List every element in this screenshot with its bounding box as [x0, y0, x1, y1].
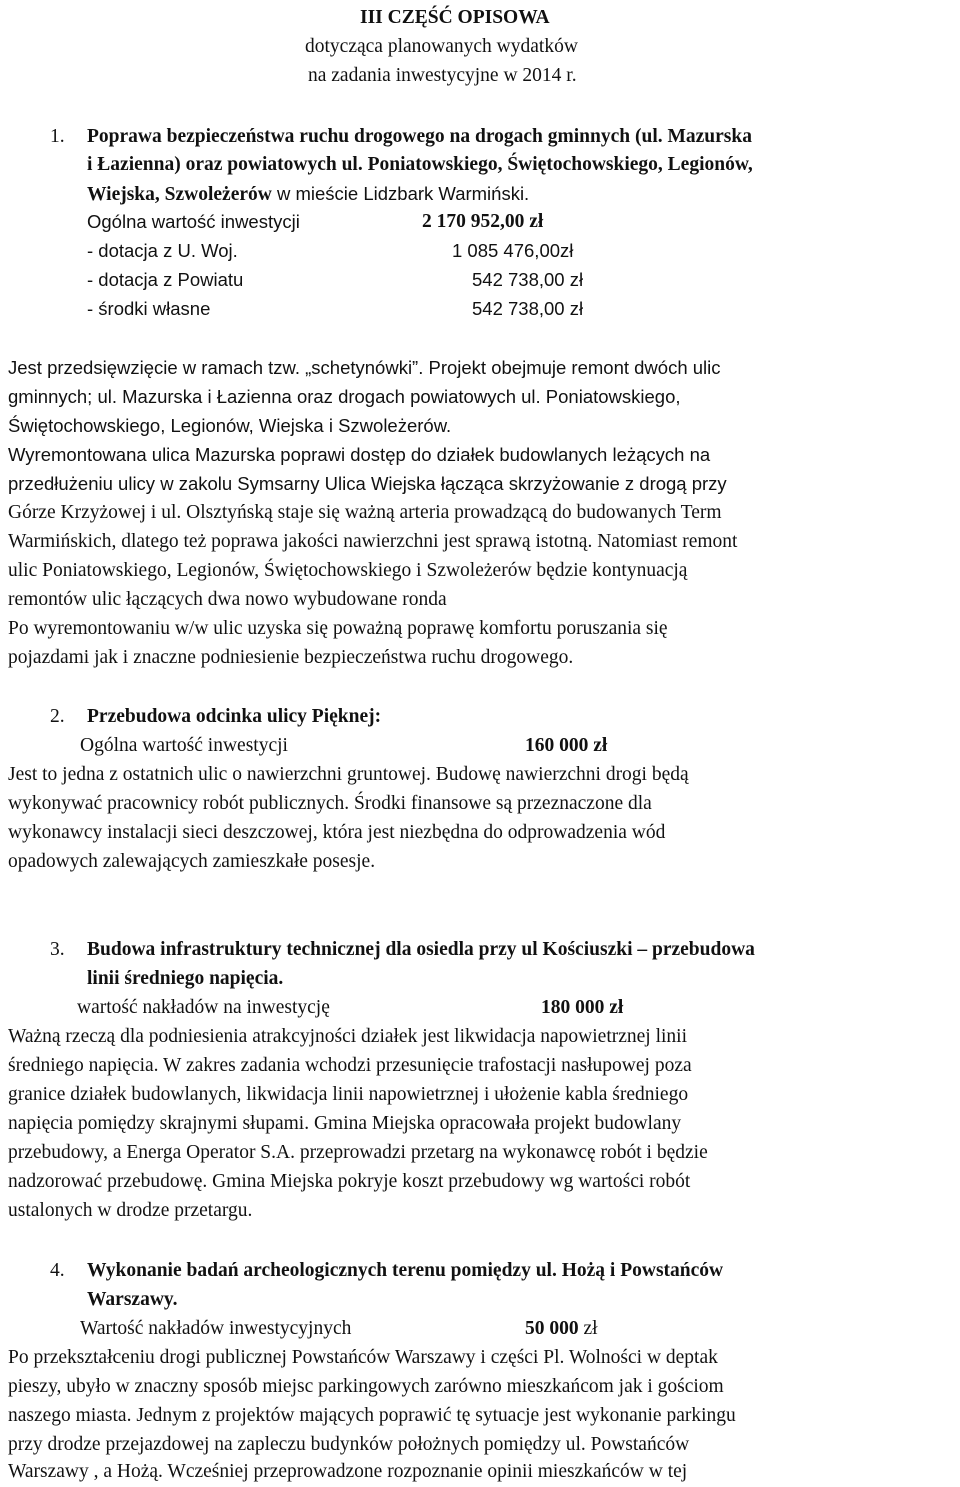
section-4-paragraph-line: Po przekształceniu drogi publicznej Powstańców Warszawy i części Pl. Wolności w deptak: [8, 1347, 718, 1368]
section-4-total-label: Wartość nakładów inwestycyjnych: [80, 1318, 352, 1339]
section-1-own-funds-label: - środki własne: [87, 298, 211, 319]
section-1-title-line2: i Łazienna) oraz powiatowych ul. Poniatowskiego, Świętochowskiego, Legionów,: [87, 154, 753, 175]
section-2-paragraph-line: Jest to jedna z ostatnich ulic o nawierzchni gruntowej. Budowę nawierzchni drogi będą: [8, 764, 689, 785]
section-1-description-line: Górze Krzyżowej i ul. Olsztyńską staje się ważną arteria prowadzącą do budowanych Term: [8, 502, 722, 523]
section-1-paragraph-line: gminnych; ul. Mazurska i Łazienna oraz drogach powiatowych ul. Poniatowskiego,: [8, 386, 681, 407]
section-1-description-line: Warmińskich, dlatego też poprawa jakości nawierzchni jest sprawą istotną. Natomiast remont: [8, 531, 738, 552]
section-3-total-value: 180 000 zł: [541, 997, 624, 1018]
section-1-description-line: pojazdami jak i znaczne podniesienie bezpieczeństwa ruchu drogowego.: [8, 647, 574, 668]
section-1-paragraph-line: Świętochowskiego, Legionów, Wiejska i Szwoleżerów.: [8, 415, 452, 436]
section-2-total-label: Ogólna wartość inwestycji: [80, 735, 288, 756]
section-1-title: Poprawa bezpieczeństwa ruchu drogowego na drogach gminnych (ul. Mazurska: [87, 126, 752, 147]
section-2-paragraph-line: opadowych zalewających zamieszkałe posesje.: [8, 851, 376, 872]
section-1-paragraph-line: Jest przedsięwzięcie w ramach tzw. „schetynówki”. Projekt obejmuje remont dwóch ulic: [8, 357, 721, 378]
section-1-title-line3: [87, 182, 529, 207]
section-1-number: 1.: [50, 126, 65, 147]
section-3-paragraph-line: przebudowy, a Energa Operator S.A. przeprowadzi przetarg na wykonawcę robót i będzie: [8, 1142, 708, 1163]
section-2-title: Przebudowa odcinka ulicy Pięknej:: [87, 706, 382, 727]
section-3-title: Budowa infrastruktury technicznej dla osiedla przy ul Kościuszki – przebudowa: [87, 939, 755, 960]
section-2-paragraph-line: wykonywać pracownicy robót publicznych. Środki finansowe są przeznaczone dla: [8, 793, 652, 814]
section-2-total-value: 160 000 zł: [525, 735, 608, 756]
section-1-description-line: Wyremontowana ulica Mazurska poprawi dostęp do działek budowlanych leżących na: [8, 444, 711, 465]
section-1-total-label: Ogólna wartość inwestycji: [87, 211, 300, 232]
section-1-funding-county-value: 542 738,00 zł: [472, 269, 584, 290]
section-1-description-line: remontów ulic łączących dwa nowo wybudowane ronda: [8, 589, 447, 610]
section-4-paragraph-line: Warszawy , a Hożą. Wcześniej przeprowadzone rozpoznanie opinii mieszkańców w tej: [8, 1461, 688, 1482]
section-4-number: 4.: [50, 1260, 65, 1281]
section-1-description-line: Po wyremontowaniu w/w ulic uzyska się poważną poprawę komfortu poruszania się: [8, 618, 668, 639]
section-3-paragraph-line: ustalonych w drodze przetargu.: [8, 1200, 253, 1221]
section-1-title-location: w mieście Lidzbark Warmiński.: [271, 183, 530, 204]
section-4-title-line2: Warszawy.: [87, 1289, 178, 1310]
section-4-total-unit: zł: [578, 1318, 598, 1339]
section-1-title-bold-part: Wiejska, Szwoleżerów: [87, 184, 272, 205]
section-3-paragraph-line: nadzorować przebudowę. Gmina Miejska pokryje koszt przebudowy wg wartości robót: [8, 1171, 691, 1192]
section-4-paragraph-line: przy drodze przejazdowej na zapleczu budynków położnych pomiędzy ul. Powstańców: [8, 1434, 690, 1455]
section-4-title: Wykonanie badań archeologicznych terenu pomiędzy ul. Hożą i Powstańców: [87, 1260, 724, 1281]
section-3-paragraph-line: granice działek budowlanych, likwidacja linii napowietrznej i ułożenie kabla średniego: [8, 1084, 689, 1105]
section-1-description-line: przedłużeniu ulicy w zakolu Symsarny Ulica Wiejska łącząca skrzyżowanie z drogą przy: [8, 473, 727, 494]
section-3-paragraph-line: średniego napięcia. W zakres zadania wchodzi przesunięcie trafostacji nasłupowej poza: [8, 1055, 692, 1076]
section-1-total-value: 2 170 952,00 zł: [422, 211, 544, 232]
section-3-title-line2: linii średniego napięcia.: [87, 968, 284, 989]
section-2-number: 2.: [50, 706, 65, 727]
section-4-total-value: 50 000: [525, 1318, 579, 1339]
section-1-funding-voivodeship-value: 1 085 476,00zł: [452, 240, 574, 261]
section-4-paragraph-line: naszego miasta. Jednym z projektów mających poprawić tę sytuacje jest wykonanie parkingu: [8, 1405, 736, 1426]
section-4-paragraph-line: pieszy, ubyło w znaczny sposób miejsc parkingowych zarówno mieszkańcom jak i gościom: [8, 1376, 724, 1397]
document-title: III CZĘŚĆ OPISOWA: [360, 7, 550, 28]
document-subtitle: dotycząca planowanych wydatków: [305, 36, 578, 57]
section-3-paragraph-line: Ważną rzeczą dla podniesienia atrakcyjności działek jest likwidacja napowietrznej linii: [8, 1026, 688, 1047]
section-4-total: [525, 1317, 598, 1341]
section-3-total-label: wartość nakładów na inwestycję: [77, 997, 330, 1018]
section-3-paragraph-line: napięcia pomiędzy skrajnymi słupami. Gmina Miejska opracowała projekt budowlany: [8, 1113, 682, 1134]
section-1-funding-county-label: - dotacja z Powiatu: [87, 269, 244, 290]
section-1-funding-voivodeship-label: - dotacja z U. Woj.: [87, 240, 238, 261]
section-1-own-funds-value: 542 738,00 zł: [472, 298, 584, 319]
section-3-number: 3.: [50, 939, 65, 960]
section-2-paragraph-line: wykonawcy instalacji sieci deszczowej, która jest niezbędna do odprowadzenia wód: [8, 822, 666, 843]
section-1-description-line: ulic Poniatowskiego, Legionów, Świętochowskiego i Szwoleżerów będzie kontynuacją: [8, 560, 688, 581]
document-subtitle-year: na zadania inwestycyjne w 2014 r.: [308, 65, 577, 86]
